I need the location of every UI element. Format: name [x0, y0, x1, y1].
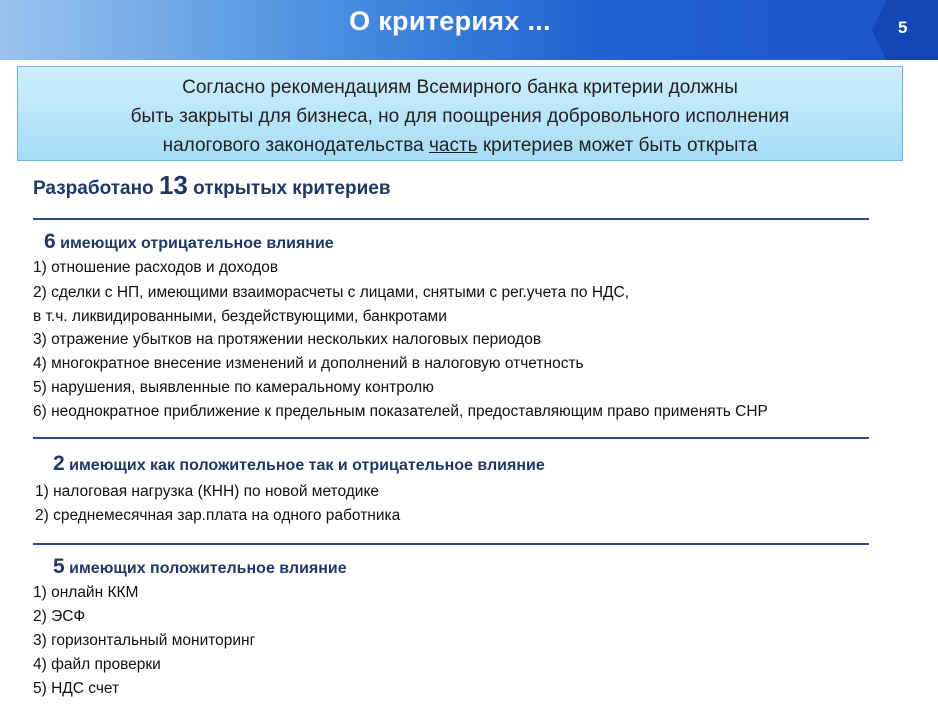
list-item: 6) неоднократное приближение к предельным показателей, предоставляющим право применять СНР	[33, 403, 768, 420]
list-item: 4) файл проверки	[33, 656, 161, 673]
callout-box	[17, 66, 903, 161]
section-count: 2	[53, 452, 65, 475]
slide-title: О критериях ...	[349, 6, 551, 36]
section-count: 5	[53, 555, 65, 578]
list-item: 1) онлайн ККМ	[33, 584, 139, 601]
divider	[33, 437, 869, 439]
list-item: 2) сделки с НП, имеющими взаиморасчеты с лицами, снятыми с рег.учета по НДС,	[33, 284, 630, 301]
section-heading-negative	[44, 230, 334, 254]
divider	[33, 218, 869, 220]
callout-line-3-start: налогового законодательства	[162, 135, 429, 156]
list-item: 5) нарушения, выявленные по камеральному контролю	[33, 379, 434, 396]
callout-line-2: быть закрыты для бизнеса, но для поощрения добровольного исполнения	[130, 106, 790, 127]
callout-line-3	[18, 131, 902, 160]
section-heading-mixed	[53, 452, 545, 476]
section-title: имеющих положительное влияние	[64, 560, 347, 577]
callout-underlined-word: часть	[428, 135, 478, 156]
list-item: 4) многократное внесение изменений и дополнений в налоговую отчетность	[33, 355, 584, 372]
summary-prefix: Разработано	[33, 178, 159, 199]
list-item: 5) НДС счет	[33, 680, 120, 697]
callout-line-1: Согласно рекомендациям Всемирного банка критерии должны	[182, 77, 738, 98]
list-item: 3) отражение убытков на протяжении нескольких налоговых периодов	[33, 331, 542, 348]
summary-count: 13	[158, 170, 188, 200]
section-count: 6	[44, 230, 56, 253]
list-item: в т.ч. ликвидированными, бездействующими, банкротами	[33, 308, 447, 325]
list-item: 2) ЭСФ	[33, 608, 86, 625]
section-heading-positive	[53, 555, 347, 579]
callout-line-3-end: критериев может быть открыта	[477, 135, 758, 156]
list-item: 2) среднемесячная зар.плата на одного работника	[35, 507, 401, 524]
page-number: 5	[898, 18, 908, 37]
summary-suffix: открытых критериев	[187, 178, 391, 199]
list-item: 1) отношение расходов и доходов	[33, 259, 279, 276]
list-item: 3) горизонтальный мониторинг	[33, 632, 256, 649]
divider	[33, 543, 869, 545]
summary-heading	[33, 170, 391, 201]
list-item: 1) налоговая нагрузка (КНН) по новой методике	[35, 483, 380, 500]
section-title: имеющих отрицательное влияние	[55, 235, 334, 252]
section-title: имеющих как положительное так и отрицательное влияние	[64, 457, 545, 474]
